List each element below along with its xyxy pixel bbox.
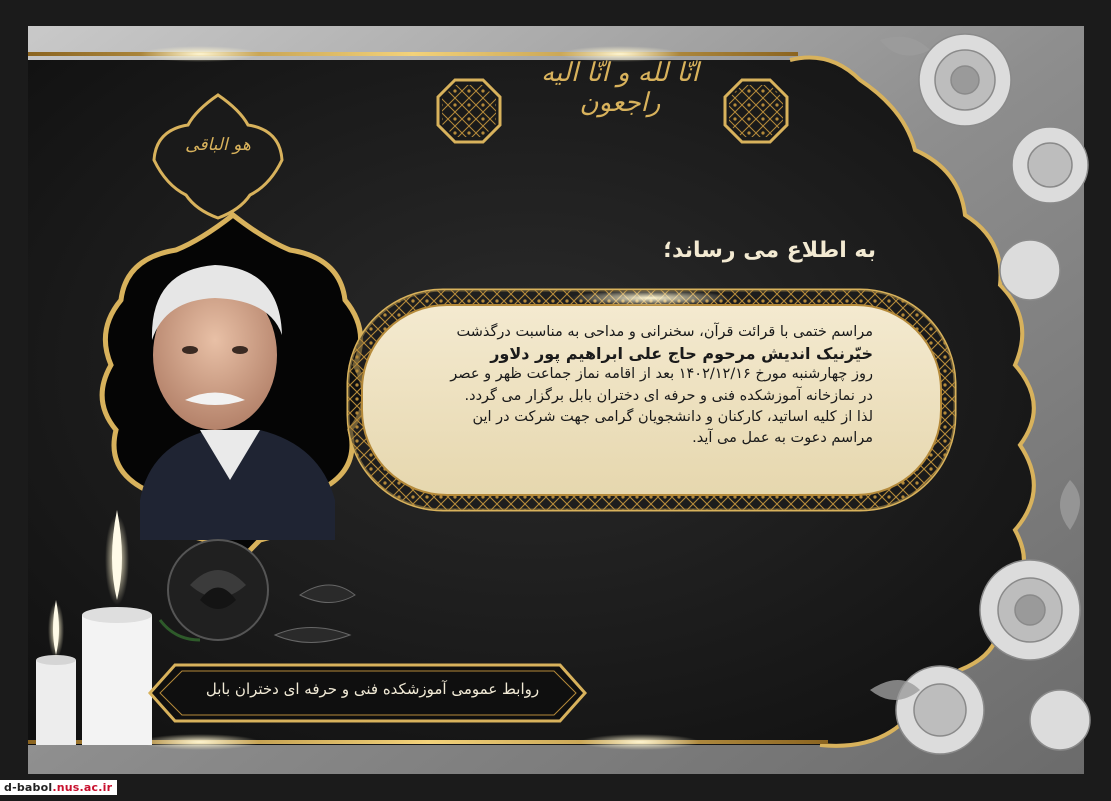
watermark-suffix: .nus.ac.ir	[52, 781, 113, 794]
notice-line: لذا از کلیه اساتید، کارکنان و دانشجویان گرامی جهت شرکت در این	[472, 408, 873, 425]
watermark-prefix: d-babol	[4, 781, 53, 794]
ornament-right	[725, 80, 787, 142]
notice-line: روز چهارشنبه مورخ ۱۴۰۲/۱۲/۱۶ بعد از اقامه نماز جماعت ظهر و عصر	[450, 366, 873, 383]
notice-line: مراسم ختمی با قرائت قرآن، سخنرانی و مداحی به مناسبت درگذشت	[456, 324, 873, 340]
badge-calligraphy: هو الباقی	[185, 135, 251, 155]
notice-line: در نمازخانه آموزشکده فنی و حرفه ای دختران بابل برگزار می گردد.	[464, 387, 873, 404]
notice-text	[313, 322, 873, 449]
notice-line-name: خیّرنیک اندیش مرحوم حاج علی ابراهیم پور دلاور	[490, 344, 873, 364]
footer-signature: روابط عمومی آموزشکده فنی و حرفه ای دختران بابل	[205, 680, 540, 698]
heading-calligraphy: انّا لله و انّا الیه راجعون	[541, 58, 699, 118]
ornament-left	[438, 80, 500, 142]
announcement-heading: به اطلاع می رساند؛	[663, 238, 876, 263]
notice-line: مراسم دعوت به عمل می آید.	[692, 430, 873, 447]
site-watermark	[0, 780, 117, 795]
